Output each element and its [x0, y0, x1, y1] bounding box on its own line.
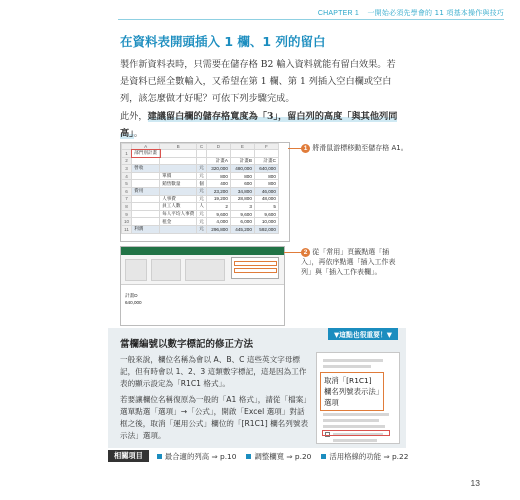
sheet-row [122, 187, 279, 195]
para2-prefix: 此外， [120, 111, 148, 122]
sheet-cell[interactable]: 445,200 [230, 225, 254, 233]
sheet-cell[interactable]: 296,800 [206, 225, 230, 233]
tip-paragraph-2: 若要讓欄位名稱復原為一般的「A1 格式」，請從「檔案」選單點選「選項」→「公式」，開啟「Excel 選項」對話框之後，取消「運用公式」欄位的「[R1C1] 欄名列號表示法」選項。 [120, 395, 309, 440]
sheet-cell[interactable] [197, 157, 207, 165]
tip-paragraph-1: 一般來說，欄位名稱為會以 A、B、C 這些英文字母標記，但有時會以 1、2、3 這類數字標記，這是因為工作表的顯示設定為「R1C1 格式」。 [120, 355, 307, 388]
callout-2-text: 從「常用」頁籤點選「插入」，再依序點選「插入工作表列」與「插入工作表欄」。 [301, 248, 396, 276]
sheet-row [122, 210, 279, 218]
sheet-cell[interactable]: 利潤 [132, 225, 160, 233]
ribbon-screenshot [120, 246, 285, 326]
column-header[interactable]: B [160, 144, 197, 150]
sheet-row [122, 157, 279, 165]
sheet-cell[interactable]: 10,000 [254, 218, 278, 226]
page-number: 13 [470, 478, 480, 488]
sheet-cell[interactable]: 48,000 [254, 195, 278, 203]
row-header[interactable]: 9 [122, 210, 132, 218]
sheet-cell[interactable] [132, 172, 160, 180]
callout-1-leader [288, 148, 302, 149]
callout-2 [301, 247, 405, 277]
related-item[interactable] [321, 451, 408, 462]
insert-columns-highlight[interactable] [234, 268, 277, 273]
section-title: 在資料表開頭插入 1 欄、1 列的留白 [120, 34, 326, 49]
callout-1-badge: 1 [301, 144, 310, 153]
sheet-cell[interactable]: 800 [206, 172, 230, 180]
sheet-row [122, 195, 279, 203]
sheet-cell[interactable]: 5 [254, 203, 278, 211]
sheet-cell[interactable]: 元 [197, 225, 207, 233]
option-line [333, 439, 377, 442]
chapter-label: CHAPTER 1 [317, 10, 359, 17]
option-line [323, 413, 389, 416]
callout-1-text: 將滑鼠游標移動至儲存格 A1。 [312, 144, 408, 152]
r1c1-option-highlight [322, 430, 390, 436]
bullet-square-icon [157, 454, 162, 459]
sheet-cell[interactable]: 計畫B [230, 157, 254, 165]
sheet-cell[interactable]: 6,000 [230, 218, 254, 226]
shot2-cells [125, 293, 142, 307]
sheet-cell[interactable] [132, 195, 160, 203]
sheet-cell[interactable] [160, 187, 197, 195]
row-header[interactable]: 6 [122, 187, 132, 195]
row-header[interactable]: 11 [122, 225, 132, 233]
column-header[interactable]: D [206, 144, 230, 150]
insert-rows-highlight[interactable] [234, 261, 277, 266]
sheet-cell[interactable] [132, 157, 160, 165]
sheet-cell[interactable]: 銷售數量 [160, 180, 197, 188]
sheet-row [122, 172, 279, 180]
option-line [323, 359, 383, 362]
row-header[interactable]: 5 [122, 180, 132, 188]
sheet-cell[interactable]: 800 [230, 172, 254, 180]
sheet-cell[interactable]: 480,000 [230, 165, 254, 173]
row-header[interactable]: 4 [122, 172, 132, 180]
tip-paragraph [120, 108, 405, 142]
related-item[interactable] [157, 451, 237, 462]
sheet-cell[interactable]: 800 [254, 180, 278, 188]
row-header[interactable]: 7 [122, 195, 132, 203]
sheet-cell[interactable] [160, 225, 197, 233]
para2-suffix: 。 [133, 128, 143, 139]
sheet-cell[interactable]: 營收 [132, 165, 160, 173]
sheet-cell[interactable]: 800 [254, 172, 278, 180]
sheet-cell[interactable]: 員工人數 [160, 203, 197, 211]
sheet-cell[interactable]: 400 [206, 180, 230, 188]
shot2-cell: 計畫D [125, 293, 138, 298]
sheet-cell[interactable]: 單價 [160, 172, 197, 180]
sheet-cell[interactable]: 元 [197, 218, 207, 226]
running-header [318, 8, 504, 18]
tip-tag: ▼這點也很重要！▼ [328, 328, 398, 340]
tip-callout: 取消「[R1C1] 欄名列號表示法」選項 [320, 372, 384, 411]
sheet-cell[interactable]: 46,000 [254, 187, 278, 195]
sheet-cell[interactable]: 600 [230, 180, 254, 188]
para2-highlight: 建議留白欄的儲存格寬度為「3」，留白列的高度「與其他列同高」 [120, 111, 398, 139]
sheet-cell[interactable]: 9,600 [230, 210, 254, 218]
row-header[interactable]: 2 [122, 157, 132, 165]
bullet-square-icon [321, 454, 326, 459]
sheet-cell[interactable]: 9,600 [206, 210, 230, 218]
sheet-cell[interactable]: 人事費 [160, 195, 197, 203]
sheet-cell[interactable] [132, 203, 160, 211]
sheet-cell[interactable]: 元 [197, 195, 207, 203]
row-header[interactable]: 1 [122, 150, 132, 158]
sheet-cell[interactable] [206, 150, 230, 158]
sheet-cell[interactable]: 計畫A [206, 157, 230, 165]
sheet-cell[interactable]: 2 [206, 203, 230, 211]
sheet-cell[interactable] [230, 150, 254, 158]
row-header[interactable]: 8 [122, 203, 132, 211]
related-item-text: 調整欄寬 ⇒ p.20 [254, 451, 312, 461]
sheet-cell[interactable]: 每人平均人事費 [160, 210, 197, 218]
sheet-row [122, 150, 279, 158]
sheet-cell[interactable]: 個 [197, 180, 207, 188]
sheet-cell[interactable]: 640,000 [254, 165, 278, 173]
shot2-cell: 640,000 [125, 300, 142, 305]
header-rule [118, 19, 504, 20]
row-header[interactable]: 10 [122, 218, 132, 226]
sheet-cell[interactable] [254, 150, 278, 158]
sheet-cell[interactable]: 34,800 [230, 187, 254, 195]
related-label: 相關項目 [108, 450, 149, 462]
sheet-cell[interactable]: 320,000 [206, 165, 230, 173]
sheet-cell[interactable]: 28,800 [230, 195, 254, 203]
column-header[interactable]: A [132, 144, 160, 150]
bullet-square-icon [246, 454, 251, 459]
tip-box [108, 328, 406, 448]
column-header[interactable]: F [254, 144, 278, 150]
chapter-title: 一開始必須先學會的 11 項基本操作與技巧 [367, 9, 504, 17]
sheet-cell[interactable]: 元 [197, 165, 207, 173]
sheet-cell[interactable]: 9,600 [254, 210, 278, 218]
ribbon-group [125, 259, 147, 281]
sheet-cell[interactable] [160, 157, 197, 165]
ribbon-group [185, 259, 225, 281]
tip-title: 當欄編號以數字標記的修正方法 [120, 339, 254, 350]
callout-2-leader [284, 252, 302, 253]
sheet-cell[interactable]: 3 [230, 203, 254, 211]
sheet-cell[interactable]: 元 [197, 172, 207, 180]
sheet-row [122, 225, 279, 233]
related-items [108, 450, 418, 462]
sheet-row [122, 203, 279, 211]
ribbon-tabs [121, 247, 284, 255]
callout-1 [301, 143, 411, 153]
sheet-cell[interactable] [197, 150, 207, 158]
sheet-cell[interactable] [160, 150, 197, 158]
sheet-cell[interactable] [160, 165, 197, 173]
sheet-cell[interactable]: 部門別計畫 [132, 150, 160, 158]
related-item-text: 活用格線的功能 ⇒ p.22 [329, 451, 409, 461]
option-line [323, 425, 385, 428]
sheet-cell[interactable]: 元 [197, 210, 207, 218]
column-header[interactable]: C [197, 144, 207, 150]
insert-dropdown-menu [231, 257, 279, 279]
option-line [323, 365, 371, 368]
sheet-cell[interactable] [132, 210, 160, 218]
sheet-cell[interactable]: 租金 [160, 218, 197, 226]
related-item-text: 最合適的列高 ⇒ p.10 [164, 451, 237, 461]
sheet-cell[interactable]: 592,000 [254, 225, 278, 233]
sheet-cell[interactable]: 23,200 [206, 187, 230, 195]
column-header[interactable]: E [230, 144, 254, 150]
spreadsheet-table [121, 143, 279, 234]
sheet-row [122, 165, 279, 173]
sheet-row [122, 218, 279, 226]
sheet-cell[interactable]: 4,000 [206, 218, 230, 226]
sheet-cell[interactable]: 人 [197, 203, 207, 211]
sheet-cell[interactable]: 元 [197, 187, 207, 195]
sheet-cell[interactable]: 計畫C [254, 157, 278, 165]
sheet-cell[interactable]: 19,200 [206, 195, 230, 203]
related-item[interactable] [246, 451, 311, 462]
intro-paragraph: 製作新資料表時，只需要在儲存格 B2 輸入資料就能有留白效果。若是資料已經全數輸入，又希望在第 1 欄、第 1 列插入空白欄或空白列，該怎麼做才好呢？可依下列步驟完成。 [120, 59, 396, 104]
sheet-row [122, 180, 279, 188]
row-header[interactable]: 3 [122, 165, 132, 173]
option-line [323, 419, 379, 422]
sheet-cell[interactable] [132, 180, 160, 188]
sheet-cell[interactable] [132, 218, 160, 226]
ribbon-group [151, 259, 181, 281]
callout-2-badge: 2 [301, 248, 310, 257]
sheet-cell[interactable]: 費用 [132, 187, 160, 195]
spreadsheet-screenshot [120, 142, 290, 242]
